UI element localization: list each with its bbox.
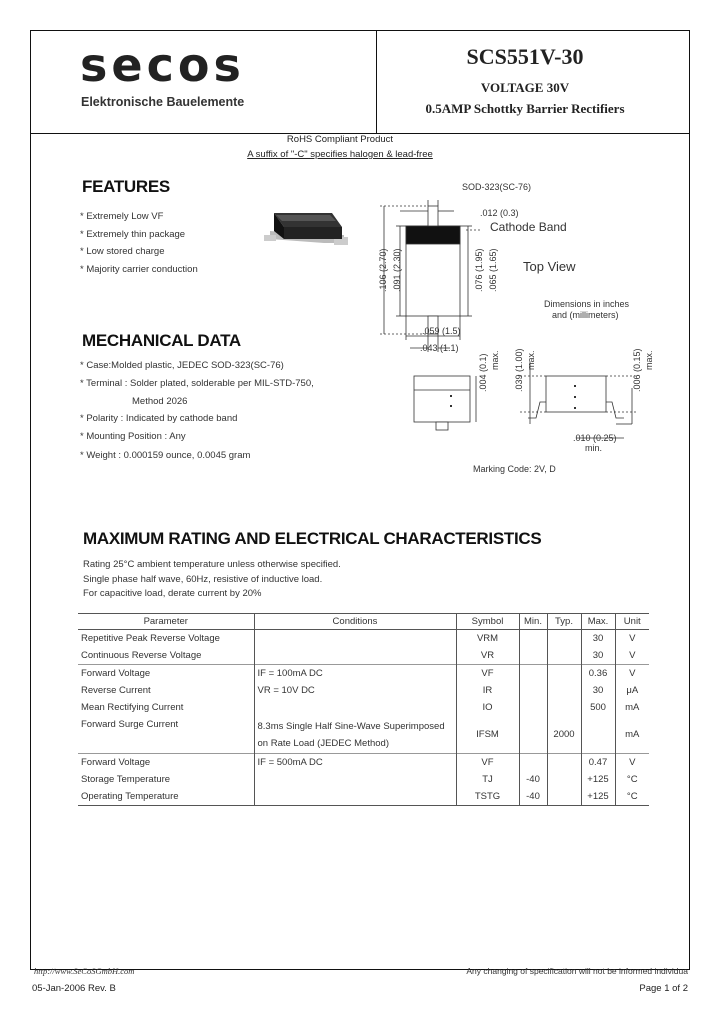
cell-param: Operating Temperature <box>78 788 254 806</box>
mech-item: * Terminal : Solder plated, solderable per MIL-STD-750, <box>80 378 314 389</box>
cell-cond <box>254 699 456 716</box>
mech-item: * Mounting Position : Any <box>80 431 186 442</box>
col-conditions: Conditions <box>254 614 456 630</box>
cell-param: Continuous Reverse Voltage <box>81 650 202 661</box>
cell-cond-line2: on Rate Load (JEDEC Method) <box>257 737 389 749</box>
dim-lead-foot: .010 (0.25) <box>573 433 617 443</box>
cell-max: +125 <box>581 788 615 806</box>
mechanical-title: MECHANICAL DATA <box>82 331 241 350</box>
cell-min <box>519 665 547 683</box>
cell-typ <box>547 771 581 788</box>
feature-item: * Extremely Low VF <box>80 211 164 222</box>
cell-max: 30 <box>581 647 615 665</box>
col-parameter: Parameter <box>78 614 254 630</box>
table-row <box>78 682 649 699</box>
part-number: SCS551V-30 <box>466 44 584 69</box>
top-view-label: Top View <box>523 259 576 274</box>
ratings-notes <box>83 558 341 602</box>
package-label: SOD-323(SC-76) <box>462 182 532 192</box>
cell-typ <box>547 647 581 665</box>
cell-max: 30 <box>581 682 615 699</box>
table-row <box>78 788 649 806</box>
cell-sym: IR <box>456 682 519 699</box>
col-unit: Unit <box>615 614 649 630</box>
dim-body-length-min: .065 (1.65) <box>488 248 498 292</box>
footer-date: 05-Jan-2006 Rev. B <box>32 983 116 994</box>
cell-min <box>519 699 547 716</box>
dim-lead-length: .043 (1.1) <box>420 343 459 353</box>
table-row <box>78 699 649 716</box>
cell-unit: V <box>615 754 649 772</box>
cell-sym: VF <box>456 754 519 772</box>
cell-min <box>519 716 547 754</box>
dim-height-max: max. <box>526 350 536 370</box>
cell-max <box>581 716 615 754</box>
dim-overall-length-max: .106 (2.70) <box>378 248 388 292</box>
component-photo <box>262 205 354 253</box>
cell-typ <box>547 682 581 699</box>
cell-param: Repetitive Peak Reverse Voltage <box>81 633 220 644</box>
cell-typ <box>547 788 581 806</box>
cathode-band-label: Cathode Band <box>490 220 567 234</box>
cell-cond: VR = 10V DC <box>254 682 456 699</box>
cell-min <box>519 682 547 699</box>
col-max: Max. <box>581 614 615 630</box>
company-tagline: Elektronische Bauelemente <box>81 95 245 109</box>
cell-unit: mA <box>615 716 649 754</box>
cell-sym: IO <box>456 699 519 716</box>
ratings-note: Single phase half wave, 60Hz, resistive of inductive load. <box>83 573 323 585</box>
cell-param: Reverse Current <box>81 685 151 696</box>
cell-param: Forward Surge Current <box>81 719 179 730</box>
table-header-row <box>78 614 649 630</box>
cell-cond-multi <box>254 716 456 754</box>
footer-url[interactable]: http://www.SeCoSGmbH.com <box>34 966 135 976</box>
cell-max: +125 <box>581 771 615 788</box>
cell-typ <box>547 754 581 772</box>
cell-typ <box>547 699 581 716</box>
ratings-table <box>78 613 649 806</box>
cell-min <box>519 630 547 648</box>
feature-item: * Majority carrier conduction <box>80 263 198 275</box>
features-list <box>80 208 198 278</box>
mech-item: * Case:Molded plastic, JEDEC SOD-323(SC-76) <box>80 360 284 371</box>
table-row <box>78 716 649 754</box>
cell-sym: IFSM <box>456 716 519 754</box>
dim-lead-thickness: .006 (0.15) <box>632 348 642 392</box>
cell-max: 0.36 <box>581 665 615 683</box>
cell-param: Forward Voltage <box>78 754 254 772</box>
cell-max: 30 <box>581 630 615 648</box>
ratings-title: MAXIMUM RATING AND ELECTRICAL CHARACTERISTICS <box>83 529 542 548</box>
table-row <box>78 754 649 772</box>
dim-height: .039 (1.00) <box>514 348 524 392</box>
ratings-note: For capacitive load, derate current by 20% <box>83 588 262 599</box>
marking-code: Marking Code: 2V, D <box>473 464 556 474</box>
cell-unit: μA <box>615 682 649 699</box>
table-row <box>78 665 649 683</box>
mech-item: * Weight : 0.000159 ounce, 0.0045 gram <box>80 450 251 461</box>
cell-sym: TSTG <box>456 788 519 806</box>
feature-item: * Low stored charge <box>80 246 165 257</box>
cell-cond <box>254 788 456 806</box>
page-frame <box>30 30 690 970</box>
dim-body-width: .059 (1.5) <box>422 326 461 336</box>
footer-disclaimer: Any changing of specification will not be informed individua <box>466 966 688 976</box>
cell-sym: VR <box>456 647 519 665</box>
product-description: 0.5AMP Schottky Barrier Rectifiers <box>425 101 625 116</box>
col-min: Min. <box>519 614 547 630</box>
cell-unit: V <box>615 647 649 665</box>
table-row <box>78 771 649 788</box>
suffix-note: A suffix of "-C" specifies halogen & lead-free <box>247 149 433 160</box>
cell-min: -40 <box>519 788 547 806</box>
cell-sym: TJ <box>456 771 519 788</box>
cell-unit: mA <box>615 699 649 716</box>
cell-param: Storage Temperature <box>81 774 171 785</box>
cell-min: -40 <box>519 771 547 788</box>
col-typ: Typ. <box>547 614 581 630</box>
cell-cond: IF = 500mA DC <box>254 754 456 772</box>
dim-body-length-max: .076 (1.95) <box>474 248 484 292</box>
mech-item: * Polarity : Indicated by cathode band <box>80 413 238 424</box>
cell-cond <box>254 771 456 788</box>
dim-lead-thickness-max: max. <box>644 350 654 370</box>
cell-min <box>519 754 547 772</box>
dim-standoff-max: max. <box>490 350 500 370</box>
feature-item: * Extremely thin package <box>80 228 186 240</box>
features-title: FEATURES <box>82 177 170 196</box>
cell-unit: °C <box>615 788 649 806</box>
dimensions-note: Dimensions in inches <box>544 299 630 309</box>
dim-lead-width: .012 (0.3) <box>480 208 519 218</box>
cell-sym: VRM <box>456 630 519 648</box>
dimensions-note-units: and (millimeters) <box>552 310 619 320</box>
voltage-rating: VOLTAGE 30V <box>480 80 570 95</box>
cell-param: Forward Voltage <box>78 665 254 683</box>
cell-cond <box>254 647 456 665</box>
dim-overall-length-min: .091 (2.30) <box>392 248 402 292</box>
rohs-note: RoHS Compliant Product <box>286 134 394 145</box>
cell-unit: V <box>615 665 649 683</box>
cell-min <box>519 647 547 665</box>
cell-unit: °C <box>615 771 649 788</box>
cell-max: 0.47 <box>581 754 615 772</box>
cell-cond: IF = 100mA DC <box>254 665 456 683</box>
cell-typ: 2000 <box>547 716 581 754</box>
dim-lead-foot-min: min. <box>585 443 603 453</box>
cell-typ <box>547 630 581 648</box>
dim-standoff: .004 (0.1) <box>478 353 488 392</box>
cell-sym: VF <box>456 665 519 683</box>
footer-page-number: Page 1 of 2 <box>639 983 688 994</box>
cell-cond: 8.3ms Single Half Sine-Wave Superimposed <box>257 720 445 732</box>
cell-typ <box>547 665 581 683</box>
ratings-note: Rating 25°C ambient temperature unless otherwise specified. <box>83 559 341 570</box>
cell-max: 500 <box>581 699 615 716</box>
cell-unit: V <box>615 630 649 648</box>
table-row <box>78 630 649 648</box>
mech-item: Method 2026 <box>132 396 188 407</box>
cell-param: Mean Rectifying Current <box>81 702 184 713</box>
table-row <box>78 647 649 665</box>
company-logo: secos <box>80 38 245 92</box>
cell-cond <box>254 630 456 648</box>
col-symbol: Symbol <box>456 614 519 630</box>
